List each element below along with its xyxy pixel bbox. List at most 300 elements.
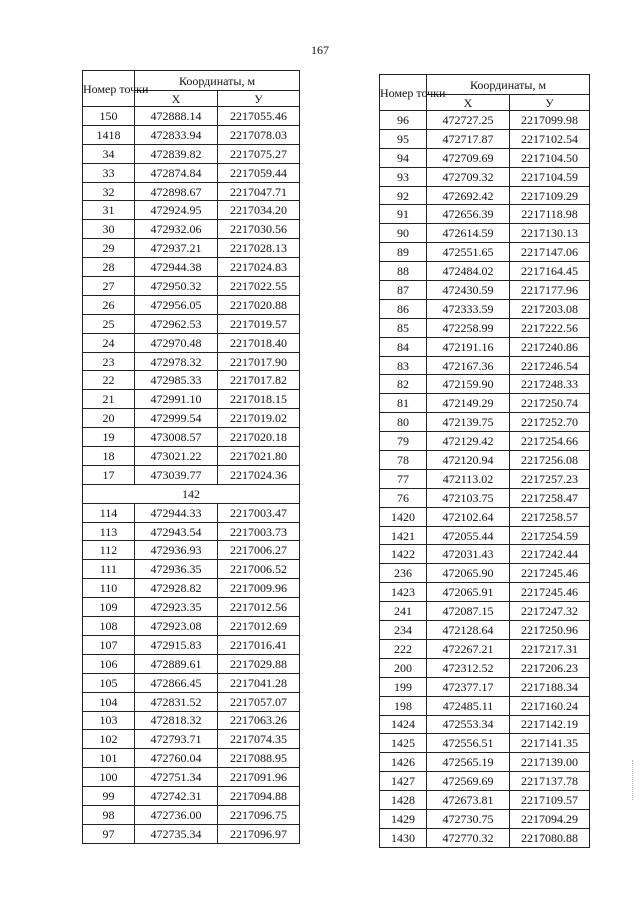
y-coordinate-cell: 2217109.57 [510, 791, 590, 810]
coordinates-header: Координаты, м [135, 71, 300, 91]
y-coordinate-cell: 2217009.96 [218, 579, 300, 598]
y-coordinate-cell: 2217017.90 [218, 352, 300, 371]
point-number-cell: 77 [380, 469, 427, 488]
y-coordinate-cell: 2217029.88 [218, 654, 300, 673]
table-row [83, 673, 300, 692]
table-row [380, 205, 590, 224]
y-coordinate-cell: 2217024.36 [218, 465, 300, 484]
x-coordinate-cell: 472742.31 [135, 787, 218, 806]
y-coordinate-cell: 2217055.46 [218, 107, 300, 126]
point-number-cell: 1425 [380, 734, 427, 753]
x-coordinate-cell: 472770.32 [427, 828, 510, 847]
y-coordinate-cell: 2217217.31 [510, 639, 590, 658]
table-row [380, 828, 590, 847]
y-coordinate-cell: 2217104.50 [510, 148, 590, 167]
point-number-cell: 82 [380, 375, 427, 394]
x-coordinate-cell: 472692.42 [427, 186, 510, 205]
x-coordinate-cell: 472833.94 [135, 125, 218, 144]
y-coordinate-cell: 2217252.70 [510, 413, 590, 432]
x-coordinate-cell: 472950.32 [135, 277, 218, 296]
table-row [83, 409, 300, 428]
table-row [83, 163, 300, 182]
point-number-cell: 80 [380, 413, 427, 432]
x-coordinate-cell: 472970.48 [135, 333, 218, 352]
table-row [380, 148, 590, 167]
table-row [380, 356, 590, 375]
y-coordinate-cell: 2217074.35 [218, 730, 300, 749]
point-number-cell: 150 [83, 107, 135, 126]
x-coordinate-cell: 472267.21 [427, 639, 510, 658]
point-number-cell: 93 [380, 167, 427, 186]
left-table-body-1 [83, 107, 300, 485]
x-coordinate-cell: 472936.93 [135, 541, 218, 560]
point-number-cell: 88 [380, 262, 427, 281]
x-coordinate-cell: 472103.75 [427, 488, 510, 507]
point-number-cell: 1421 [380, 526, 427, 545]
x-coordinate-cell: 472793.71 [135, 730, 218, 749]
y-coordinate-cell: 2217242.44 [510, 545, 590, 564]
point-number-cell: 87 [380, 281, 427, 300]
x-coordinate-cell: 472932.06 [135, 220, 218, 239]
point-number-cell: 103 [83, 711, 135, 730]
coordinates-header: Координаты, м [427, 75, 590, 95]
y-coordinate-cell: 2217245.46 [510, 583, 590, 602]
table-row [380, 658, 590, 677]
x-coordinate-cell: 472484.02 [427, 262, 510, 281]
table-row [380, 243, 590, 262]
table-row [380, 375, 590, 394]
y-coordinate-cell: 2217003.73 [218, 522, 300, 541]
table-row [83, 107, 300, 126]
x-coordinate-cell: 472065.90 [427, 564, 510, 583]
table-row [380, 488, 590, 507]
table-row [380, 791, 590, 810]
y-coordinate-cell: 2217016.41 [218, 635, 300, 654]
x-coordinate-cell: 473008.57 [135, 428, 218, 447]
y-coordinate-cell: 2217017.82 [218, 371, 300, 390]
x-coordinate-cell: 472565.19 [427, 753, 510, 772]
y-coordinate-cell: 2217091.96 [218, 768, 300, 787]
x-coordinate-cell: 472167.36 [427, 356, 510, 375]
y-coordinate-cell: 2217063.26 [218, 711, 300, 730]
x-coordinate-cell: 472991.10 [135, 390, 218, 409]
y-coordinate-cell: 2217246.54 [510, 356, 590, 375]
point-number-cell: 92 [380, 186, 427, 205]
section-label: 142 [83, 484, 300, 503]
table-row [380, 413, 590, 432]
table-row [380, 262, 590, 281]
table-row [83, 201, 300, 220]
point-number-cell: 29 [83, 239, 135, 258]
point-number-cell: 86 [380, 299, 427, 318]
table-row [380, 621, 590, 640]
x-coordinate-cell: 472377.17 [427, 677, 510, 696]
point-number-cell: 101 [83, 749, 135, 768]
y-coordinate-cell: 2217109.29 [510, 186, 590, 205]
table-row [380, 583, 590, 602]
table-row [83, 371, 300, 390]
x-coordinate-cell: 472031.43 [427, 545, 510, 564]
point-number-cell: 112 [83, 541, 135, 560]
point-number-cell: 1423 [380, 583, 427, 602]
point-number-cell: 96 [380, 111, 427, 130]
table-row [380, 281, 590, 300]
x-coordinate-cell: 472120.94 [427, 451, 510, 470]
table-row [83, 125, 300, 144]
point-number-cell: 21 [83, 390, 135, 409]
x-coordinate-cell: 472874.84 [135, 163, 218, 182]
point-number-cell: 98 [83, 805, 135, 824]
table-row [380, 318, 590, 337]
x-coordinate-cell: 472159.90 [427, 375, 510, 394]
point-number-cell: 76 [380, 488, 427, 507]
point-number-cell: 20 [83, 409, 135, 428]
table-row [380, 167, 590, 186]
table-row [83, 768, 300, 787]
x-coordinate-cell: 472673.81 [427, 791, 510, 810]
x-coordinate-cell: 472915.83 [135, 635, 218, 654]
table-row [380, 696, 590, 715]
table-row [380, 111, 590, 130]
y-coordinate-cell: 2217250.74 [510, 394, 590, 413]
table-row [83, 503, 300, 522]
point-number-cell: 99 [83, 787, 135, 806]
table-row [83, 617, 300, 636]
y-coordinate-cell: 2217096.97 [218, 824, 300, 843]
point-number-cell: 33 [83, 163, 135, 182]
y-coordinate-cell: 2217164.45 [510, 262, 590, 281]
point-number-cell: 78 [380, 451, 427, 470]
x-coordinate-cell: 472839.82 [135, 144, 218, 163]
x-coordinate-cell: 472760.04 [135, 749, 218, 768]
x-coordinate-cell: 472055.44 [427, 526, 510, 545]
x-coordinate-cell: 472553.34 [427, 715, 510, 734]
table-row [83, 598, 300, 617]
point-number-cell: 1424 [380, 715, 427, 734]
x-coordinate-cell: 472889.61 [135, 654, 218, 673]
y-coordinate-cell: 2217003.47 [218, 503, 300, 522]
table-row [83, 352, 300, 371]
point-number-cell: 110 [83, 579, 135, 598]
y-coordinate-cell: 2217012.69 [218, 617, 300, 636]
table-row [380, 507, 590, 526]
point-number-cell: 1427 [380, 772, 427, 791]
y-coordinate-cell: 2217102.54 [510, 129, 590, 148]
x-coordinate-cell: 472191.16 [427, 337, 510, 356]
y-coordinate-cell: 2217006.52 [218, 560, 300, 579]
table-row [83, 258, 300, 277]
point-number-cell: 84 [380, 337, 427, 356]
point-number-cell: 26 [83, 295, 135, 314]
point-number-cell: 90 [380, 224, 427, 243]
y-coordinate-cell: 2217078.03 [218, 125, 300, 144]
y-coordinate-cell: 2217206.23 [510, 658, 590, 677]
table-row [380, 186, 590, 205]
x-coordinate-cell: 472736.00 [135, 805, 218, 824]
point-number-cell: 31 [83, 201, 135, 220]
y-coordinate-cell: 2217240.86 [510, 337, 590, 356]
point-number-cell: 18 [83, 447, 135, 466]
x-coordinate-cell: 472485.11 [427, 696, 510, 715]
point-number-cell: 28 [83, 258, 135, 277]
y-coordinate-cell: 2217019.57 [218, 314, 300, 333]
table-row [83, 560, 300, 579]
coordinates-table-left [82, 70, 300, 844]
y-coordinate-cell: 2217258.47 [510, 488, 590, 507]
table-row [380, 734, 590, 753]
table-row [380, 772, 590, 791]
point-number-cell: 91 [380, 205, 427, 224]
x-coordinate-cell: 472709.69 [427, 148, 510, 167]
point-number-cell: 200 [380, 658, 427, 677]
point-number-header: Номер точки [380, 75, 427, 111]
x-coordinate-cell: 472937.21 [135, 239, 218, 258]
x-coordinate-cell: 472866.45 [135, 673, 218, 692]
x-coordinate-cell: 472923.35 [135, 598, 218, 617]
y-coordinate-cell: 2217020.18 [218, 428, 300, 447]
x-coordinate-cell: 472735.34 [135, 824, 218, 843]
point-number-cell: 100 [83, 768, 135, 787]
point-number-cell: 17 [83, 465, 135, 484]
x-header: X [427, 95, 510, 111]
point-number-cell: 97 [83, 824, 135, 843]
table-row [380, 337, 590, 356]
table-row [380, 809, 590, 828]
y-coordinate-cell: 2217118.98 [510, 205, 590, 224]
point-number-cell: 107 [83, 635, 135, 654]
x-coordinate-cell: 472569.69 [427, 772, 510, 791]
table-row [380, 451, 590, 470]
table-row [83, 239, 300, 258]
left-table-body-2 [83, 503, 300, 843]
x-coordinate-cell: 473021.22 [135, 447, 218, 466]
y-coordinate-cell: 2217041.28 [218, 673, 300, 692]
y-coordinate-cell: 2217248.33 [510, 375, 590, 394]
y-coordinate-cell: 2217222.56 [510, 318, 590, 337]
x-coordinate-cell: 472985.33 [135, 371, 218, 390]
point-number-cell: 83 [380, 356, 427, 375]
point-number-cell: 25 [83, 314, 135, 333]
table-row [380, 394, 590, 413]
x-coordinate-cell: 472962.53 [135, 314, 218, 333]
point-number-cell: 1429 [380, 809, 427, 828]
point-number-cell: 234 [380, 621, 427, 640]
left-table-section [83, 484, 300, 503]
x-coordinate-cell: 472898.67 [135, 182, 218, 201]
x-coordinate-cell: 472944.38 [135, 258, 218, 277]
x-coordinate-cell: 472730.75 [427, 809, 510, 828]
table-row [380, 602, 590, 621]
y-coordinate-cell: 2217094.88 [218, 787, 300, 806]
y-coordinate-cell: 2217254.66 [510, 432, 590, 451]
point-number-cell: 102 [83, 730, 135, 749]
table-row [380, 677, 590, 696]
y-coordinate-cell: 2217012.56 [218, 598, 300, 617]
point-number-cell: 1422 [380, 545, 427, 564]
x-coordinate-cell: 472102.64 [427, 507, 510, 526]
point-number-cell: 34 [83, 144, 135, 163]
point-number-cell: 104 [83, 692, 135, 711]
table-row [83, 787, 300, 806]
table-row [83, 182, 300, 201]
table-row [83, 522, 300, 541]
table-row [83, 692, 300, 711]
y-coordinate-cell: 2217088.95 [218, 749, 300, 768]
table-row [380, 432, 590, 451]
x-coordinate-cell: 472936.35 [135, 560, 218, 579]
x-coordinate-cell: 472139.75 [427, 413, 510, 432]
right-table-body [380, 111, 590, 848]
y-coordinate-cell: 2217099.98 [510, 111, 590, 130]
point-number-cell: 1418 [83, 125, 135, 144]
table-row [380, 753, 590, 772]
point-number-cell: 241 [380, 602, 427, 621]
y-coordinate-cell: 2217203.08 [510, 299, 590, 318]
x-coordinate-cell: 472333.59 [427, 299, 510, 318]
x-coordinate-cell: 472727.25 [427, 111, 510, 130]
y-coordinate-cell: 2217021.80 [218, 447, 300, 466]
point-number-cell: 199 [380, 677, 427, 696]
y-coordinate-cell: 2217147.06 [510, 243, 590, 262]
y-coordinate-cell: 2217018.15 [218, 390, 300, 409]
x-coordinate-cell: 472924.95 [135, 201, 218, 220]
point-number-cell: 111 [83, 560, 135, 579]
point-number-cell: 22 [83, 371, 135, 390]
table-row [380, 564, 590, 583]
x-coordinate-cell: 472656.39 [427, 205, 510, 224]
point-number-cell: 105 [83, 673, 135, 692]
table-row [83, 295, 300, 314]
point-number-cell: 106 [83, 654, 135, 673]
table-row [83, 711, 300, 730]
x-coordinate-cell: 472928.82 [135, 579, 218, 598]
y-header: У [510, 95, 590, 111]
table-row [83, 144, 300, 163]
point-number-cell: 32 [83, 182, 135, 201]
x-coordinate-cell: 472312.52 [427, 658, 510, 677]
y-coordinate-cell: 2217018.40 [218, 333, 300, 352]
table-row [380, 526, 590, 545]
point-number-cell: 113 [83, 522, 135, 541]
point-number-cell: 1426 [380, 753, 427, 772]
table-row [83, 333, 300, 352]
x-coordinate-cell: 472430.59 [427, 281, 510, 300]
point-number-cell: 95 [380, 129, 427, 148]
table-row [83, 541, 300, 560]
point-number-cell: 79 [380, 432, 427, 451]
y-coordinate-cell: 2217057.07 [218, 692, 300, 711]
x-coordinate-cell: 472888.14 [135, 107, 218, 126]
y-coordinate-cell: 2217245.46 [510, 564, 590, 583]
y-coordinate-cell: 2217094.29 [510, 809, 590, 828]
point-number-cell: 1420 [380, 507, 427, 526]
x-coordinate-cell: 472818.32 [135, 711, 218, 730]
point-number-cell: 23 [83, 352, 135, 371]
y-coordinate-cell: 2217247.32 [510, 602, 590, 621]
y-coordinate-cell: 2217160.24 [510, 696, 590, 715]
point-number-cell: 109 [83, 598, 135, 617]
table-row [380, 224, 590, 243]
y-coordinate-cell: 2217254.59 [510, 526, 590, 545]
page-number: 167 [311, 43, 329, 57]
table-row [83, 447, 300, 466]
y-coordinate-cell: 2217024.83 [218, 258, 300, 277]
point-number-cell: 27 [83, 277, 135, 296]
x-coordinate-cell: 472943.54 [135, 522, 218, 541]
point-number-cell: 1428 [380, 791, 427, 810]
table-row [380, 129, 590, 148]
x-header: X [135, 91, 218, 107]
point-number-cell: 114 [83, 503, 135, 522]
y-coordinate-cell: 2217257.23 [510, 469, 590, 488]
y-coordinate-cell: 2217104.59 [510, 167, 590, 186]
point-number-cell: 198 [380, 696, 427, 715]
y-header: У [218, 91, 300, 107]
y-coordinate-cell: 2217137.78 [510, 772, 590, 791]
x-coordinate-cell: 472065.91 [427, 583, 510, 602]
y-coordinate-cell: 2217047.71 [218, 182, 300, 201]
point-number-cell: 222 [380, 639, 427, 658]
table-row [380, 299, 590, 318]
table-row [83, 428, 300, 447]
x-coordinate-cell: 472944.33 [135, 503, 218, 522]
x-coordinate-cell: 472614.59 [427, 224, 510, 243]
x-coordinate-cell: 472556.51 [427, 734, 510, 753]
point-number-cell: 24 [83, 333, 135, 352]
x-coordinate-cell: 472923.08 [135, 617, 218, 636]
y-coordinate-cell: 2217177.96 [510, 281, 590, 300]
point-number-cell: 108 [83, 617, 135, 636]
table-row [83, 749, 300, 768]
table-row [83, 314, 300, 333]
y-coordinate-cell: 2217130.13 [510, 224, 590, 243]
point-number-cell: 30 [83, 220, 135, 239]
x-coordinate-cell: 472128.64 [427, 621, 510, 640]
x-coordinate-cell: 472956.05 [135, 295, 218, 314]
y-coordinate-cell: 2217006.27 [218, 541, 300, 560]
y-coordinate-cell: 2217028.13 [218, 239, 300, 258]
point-number-cell: 85 [380, 318, 427, 337]
table-row [83, 465, 300, 484]
table-row [380, 545, 590, 564]
x-coordinate-cell: 472551.65 [427, 243, 510, 262]
point-number-cell: 94 [380, 148, 427, 167]
y-coordinate-cell: 2217020.88 [218, 295, 300, 314]
y-coordinate-cell: 2217075.27 [218, 144, 300, 163]
y-coordinate-cell: 2217141.35 [510, 734, 590, 753]
table-row [380, 469, 590, 488]
table-row [83, 390, 300, 409]
table-row [83, 805, 300, 824]
x-coordinate-cell: 472717.87 [427, 129, 510, 148]
table-row [83, 277, 300, 296]
table-row [83, 654, 300, 673]
y-coordinate-cell: 2217022.55 [218, 277, 300, 296]
x-coordinate-cell: 472999.54 [135, 409, 218, 428]
x-coordinate-cell: 472129.42 [427, 432, 510, 451]
x-coordinate-cell: 472978.32 [135, 352, 218, 371]
x-coordinate-cell: 473039.77 [135, 465, 218, 484]
table-row [83, 220, 300, 239]
x-coordinate-cell: 472751.34 [135, 768, 218, 787]
y-coordinate-cell: 2217034.20 [218, 201, 300, 220]
point-number-cell: 1430 [380, 828, 427, 847]
margin-mark [632, 760, 634, 800]
table-row [83, 635, 300, 654]
coordinates-table-right [379, 74, 590, 848]
y-coordinate-cell: 2217142.19 [510, 715, 590, 734]
y-coordinate-cell: 2217258.57 [510, 507, 590, 526]
